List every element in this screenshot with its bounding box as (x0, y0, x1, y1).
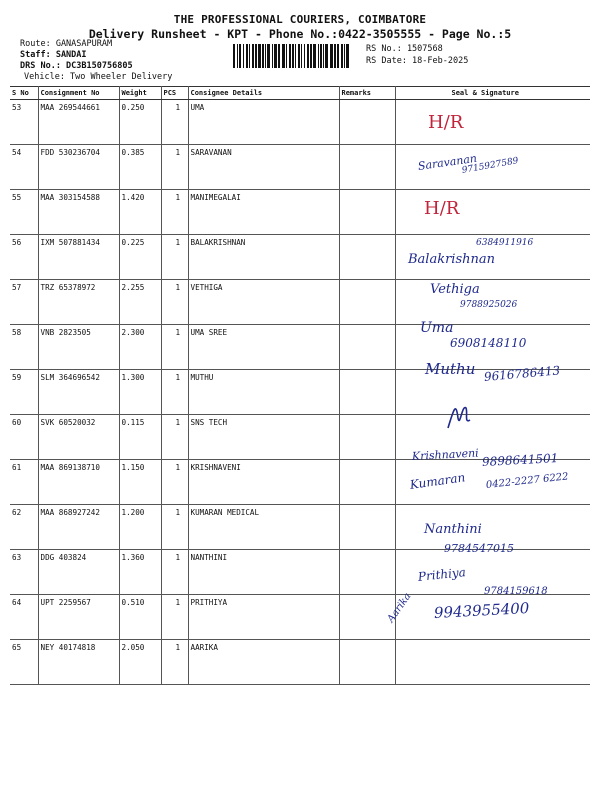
barcode-bar (337, 44, 339, 68)
barcode-bar (243, 44, 244, 68)
handwritten-signature: Muthu (425, 360, 476, 378)
sno-cell: 58 (10, 325, 38, 370)
barcode-bar (278, 44, 280, 68)
barcode-bar (344, 44, 345, 68)
sno-cell: 62 (10, 505, 38, 550)
col-sno: S No (10, 87, 38, 100)
consignee-cell: MUTHU (188, 370, 339, 415)
remarks-cell (339, 505, 395, 550)
consignment-cell: DDG 403824 (38, 550, 119, 595)
signature-cell (395, 100, 590, 145)
barcode-bar (320, 44, 322, 68)
col-seal-signature: Seal & Signature (395, 87, 590, 100)
barcode-bar (330, 44, 333, 68)
barcode-bar (262, 44, 264, 68)
pcs-cell: 1 (161, 370, 188, 415)
pcs-cell: 1 (161, 505, 188, 550)
consignee-cell: VETHIGA (188, 280, 339, 325)
handwritten-phone: 9715927589 (461, 156, 520, 176)
drs-number: DRS No.: DC3B150756805 (20, 61, 133, 71)
barcode-bar (233, 44, 235, 68)
sno-cell: 59 (10, 370, 38, 415)
consignee-cell: KUMARAN MEDICAL (188, 505, 339, 550)
consignee-cell: BALAKRISHNAN (188, 235, 339, 280)
sno-cell: 54 (10, 145, 38, 190)
barcode-bar (286, 44, 287, 68)
pcs-cell: 1 (161, 640, 188, 685)
barcode-bar (318, 44, 319, 68)
weight-cell: 1.300 (119, 370, 161, 415)
consignment-cell: MAA 869138710 (38, 460, 119, 505)
weight-cell: 0.510 (119, 595, 161, 640)
barcode-bar (301, 44, 302, 68)
consignee-cell: SARAVANAN (188, 145, 339, 190)
handwritten-scribble-mark (444, 398, 472, 434)
consignment-cell: FDD 530236704 (38, 145, 119, 190)
handwritten-signature: Kumaran (409, 470, 467, 492)
col-weight: Weight (119, 87, 161, 100)
remarks-cell (339, 550, 395, 595)
remarks-cell (339, 145, 395, 190)
sno-cell: 56 (10, 235, 38, 280)
handwritten-signature: Saravanan (417, 151, 478, 173)
sno-cell: 53 (10, 100, 38, 145)
weight-cell: 2.300 (119, 325, 161, 370)
barcode-bar (237, 44, 238, 68)
barcode-bar (341, 44, 343, 68)
consignment-cell: MAA 868927242 (38, 505, 119, 550)
col-pcs: PCS (161, 87, 188, 100)
consignment-cell: IXM 507881434 (38, 235, 119, 280)
consignee-cell: MANIMEGALAI (188, 190, 339, 235)
sno-cell: 61 (10, 460, 38, 505)
barcode-bar (282, 44, 285, 68)
barcode-bar (289, 44, 291, 68)
remarks-cell (339, 235, 395, 280)
barcode-bar (323, 44, 324, 68)
consignment-cell: UPT 2259567 (38, 595, 119, 640)
weight-cell: 2.255 (119, 280, 161, 325)
barcode (233, 44, 351, 68)
handwritten-phone: 9616786413 (483, 363, 561, 384)
handwritten-phone: 6384911916 (476, 238, 534, 248)
barcode-bar (298, 44, 300, 68)
table-row (10, 415, 590, 460)
consignee-cell: AARIKA (188, 640, 339, 685)
vehicle-label: Vehicle: Two Wheeler Delivery (24, 72, 173, 82)
remarks-cell (339, 415, 395, 460)
col-consignment: Consignment No (38, 87, 119, 100)
remarks-cell (339, 190, 395, 235)
barcode-bar (274, 44, 277, 68)
runsheet-subtitle: Delivery Runsheet - KPT - Phone No.:0422-3505555 - Page No.:5 (88, 27, 512, 41)
sno-cell: 60 (10, 415, 38, 460)
barcode-bar (292, 44, 294, 68)
pcs-cell: 1 (161, 235, 188, 280)
barcode-bar (246, 44, 248, 68)
pcs-cell: 1 (161, 280, 188, 325)
sno-cell: 65 (10, 640, 38, 685)
handwritten-signature: Nanthini (424, 522, 482, 537)
barcode-bar (258, 44, 261, 68)
handwritten-signature: Vethiga (430, 282, 480, 297)
handwritten-phone: 9788925026 (460, 300, 518, 310)
remarks-cell (339, 460, 395, 505)
weight-cell: 1.200 (119, 505, 161, 550)
consignee-cell: UMA SREE (188, 325, 339, 370)
barcode-bar (267, 44, 270, 68)
barcode-bar (295, 44, 296, 68)
handwritten-signature: Aarika (385, 591, 414, 625)
route-label: Route: GANASAPURAM (20, 39, 113, 49)
sno-cell: 63 (10, 550, 38, 595)
handwritten-phone: 0422-2227 6222 (485, 471, 570, 491)
staff-label: Staff: SANDAI (20, 50, 87, 60)
col-remarks: Remarks (339, 87, 395, 100)
remarks-cell (339, 370, 395, 415)
pcs-cell: 1 (161, 595, 188, 640)
consignment-cell: MAA 303154588 (38, 190, 119, 235)
signature-cell (395, 640, 590, 685)
consignee-cell: PRITHIYA (188, 595, 339, 640)
handwritten-phone: 9784159618 (484, 586, 548, 597)
handwritten-signature: Krishnaveni (411, 446, 479, 463)
barcode-bar (239, 44, 241, 68)
handwritten-hr-mark: H/R (428, 112, 464, 133)
consignment-cell: NEY 40174818 (38, 640, 119, 685)
handwritten-signature: Prithiya (417, 565, 467, 584)
company-title: THE PROFESSIONAL COURIERS, COIMBATORE (173, 13, 427, 26)
consignment-cell: MAA 269544661 (38, 100, 119, 145)
barcode-bar (272, 44, 273, 68)
barcode-bar (255, 44, 257, 68)
sno-cell: 55 (10, 190, 38, 235)
barcode-bar (265, 44, 266, 68)
remarks-cell (339, 280, 395, 325)
table-row (10, 100, 590, 145)
pcs-cell: 1 (161, 100, 188, 145)
consignee-cell: NANTHINI (188, 550, 339, 595)
consignment-cell: VNB 2823505 (38, 325, 119, 370)
consignee-cell: KRISHNAVENI (188, 460, 339, 505)
barcode-bar (310, 44, 312, 68)
consignment-cell: SLM 364696542 (38, 370, 119, 415)
consignment-cell: SVK 60520032 (38, 415, 119, 460)
barcode-bar (334, 44, 336, 68)
pcs-cell: 1 (161, 550, 188, 595)
consignee-cell: SNS TECH (188, 415, 339, 460)
pcs-cell: 1 (161, 415, 188, 460)
sno-cell: 64 (10, 595, 38, 640)
consignee-cell: UMA (188, 100, 339, 145)
barcode-bar (325, 44, 328, 68)
handwritten-phone: 6908148110 (450, 336, 527, 350)
col-consignee: Consignee Details (188, 87, 339, 100)
handwritten-phone: 9943955400 (433, 599, 530, 622)
weight-cell: 1.420 (119, 190, 161, 235)
handwritten-hr-mark: H/R (424, 198, 460, 219)
rs-date: RS Date: 18-Feb-2025 (366, 56, 469, 66)
barcode-bar (249, 44, 250, 68)
sno-cell: 57 (10, 280, 38, 325)
weight-cell: 1.360 (119, 550, 161, 595)
remarks-cell (339, 325, 395, 370)
table-header-row (10, 87, 590, 100)
weight-cell: 0.115 (119, 415, 161, 460)
rs-number: RS No.: 1507568 (366, 44, 443, 54)
weight-cell: 1.150 (119, 460, 161, 505)
handwritten-phone: 9784547015 (444, 542, 514, 555)
handwritten-phone: 9898641501 (481, 451, 559, 469)
pcs-cell: 1 (161, 460, 188, 505)
weight-cell: 0.225 (119, 235, 161, 280)
barcode-bar (346, 44, 349, 68)
handwritten-signature: Uma (420, 320, 454, 336)
remarks-cell (339, 100, 395, 145)
barcode-bar (304, 44, 305, 68)
barcode-bar (313, 44, 316, 68)
pcs-cell: 1 (161, 145, 188, 190)
table-row (10, 190, 590, 235)
weight-cell: 2.050 (119, 640, 161, 685)
consignment-cell: TRZ 65378972 (38, 280, 119, 325)
handwritten-signature: Balakrishnan (408, 252, 496, 267)
pcs-cell: 1 (161, 190, 188, 235)
pcs-cell: 1 (161, 325, 188, 370)
barcode-bar (252, 44, 254, 68)
weight-cell: 0.250 (119, 100, 161, 145)
weight-cell: 0.385 (119, 145, 161, 190)
barcode-bar (307, 44, 309, 68)
table-row (10, 640, 590, 685)
remarks-cell (339, 640, 395, 685)
